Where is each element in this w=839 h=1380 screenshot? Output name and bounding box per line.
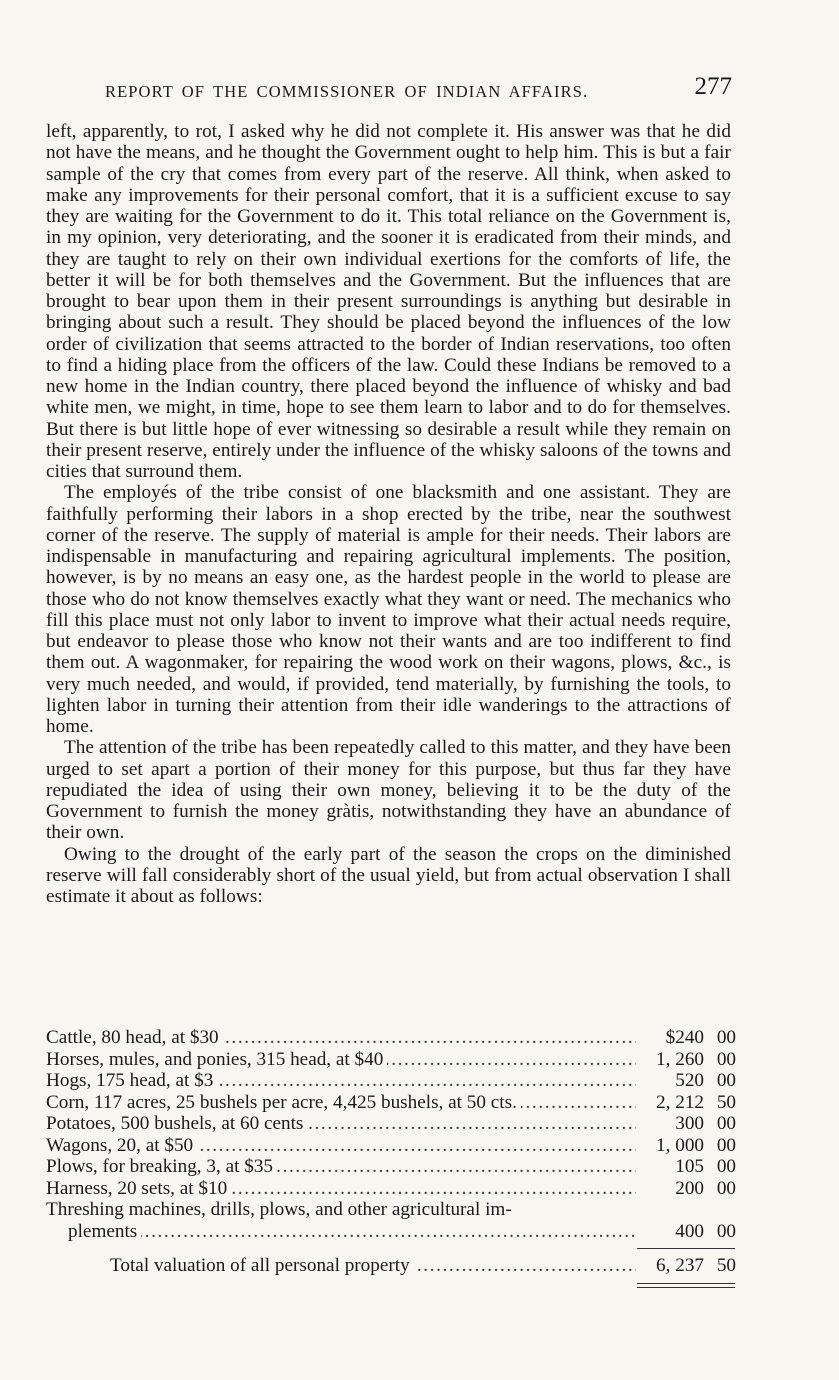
table-row bbox=[46, 1049, 736, 1071]
total-row bbox=[46, 1255, 736, 1277]
item-label: Corn, 117 acres, 25 bushels per acre, 4,425 bushels, at 50 cts. bbox=[46, 1092, 521, 1113]
item-label: Cattle, 80 head, at $30 bbox=[46, 1027, 223, 1048]
page-number: 277 bbox=[694, 73, 732, 100]
table-row bbox=[46, 1156, 736, 1178]
total-label: Total valuation of all personal property bbox=[110, 1255, 414, 1276]
item-dollars: 300 bbox=[675, 1113, 704, 1134]
item-dollars: 105 bbox=[675, 1156, 704, 1177]
item-cents: 00 bbox=[716, 1048, 736, 1070]
item-label: Threshing machines, drills, plows, and other agricultural im- bbox=[46, 1199, 516, 1220]
double-rule-bottom bbox=[637, 1287, 735, 1288]
page-header bbox=[105, 73, 735, 107]
item-cents: 00 bbox=[716, 1156, 736, 1177]
item-dollars: $240 bbox=[665, 1027, 704, 1048]
item-dollars: 520 bbox=[675, 1070, 704, 1091]
table-row bbox=[46, 1135, 736, 1157]
paragraph-4: Owing to the drought of the early part of the season the crops on the diminished reserve will fall considerably short of the usual yield, but from actual observation I shall estimate it about as follows: bbox=[46, 843, 731, 907]
item-cents: 00 bbox=[716, 1134, 736, 1156]
item-label: Plows, for breaking, 3, at $35 bbox=[46, 1156, 277, 1177]
item-label: Hogs, 175 head, at $3 bbox=[46, 1070, 217, 1091]
table-row bbox=[46, 1092, 736, 1114]
table-row bbox=[46, 1199, 736, 1221]
item-cents: 00 bbox=[716, 1113, 736, 1134]
table-row bbox=[46, 1027, 736, 1049]
table-row bbox=[46, 1070, 736, 1092]
item-label: Wagons, 20, at $50 bbox=[46, 1135, 197, 1156]
item-dollars: 1, 000 bbox=[656, 1134, 704, 1156]
table-row bbox=[46, 1178, 736, 1200]
item-label: Horses, mules, and ponies, 315 head, at $40 bbox=[46, 1049, 387, 1070]
item-cents: 00 bbox=[716, 1220, 736, 1242]
paragraph-1: left, apparently, to rot, I asked why he did not complete it. His answer was that he did not have the means, and he thought the Government ought to help him. This is but a fair sample of the cry that comes from every part of the reserve. All think, when asked to make any improvements for their personal comfort, that it is a sufficient excuse to say they are waiting for the Government to do it. This total reliance on the Government is, in my opinion, very deteriorating, and the sooner it is eradicated from their minds, and they are taught to rely on their own individual exertions for the comforts of life, the better it will be for both themselves and the Government. But the influences that are brought to bear upon them in their present surroundings is anything but desirable in bringing about such a result. They should be placed beyond the influences of the low order of civilization that seems attracted to the border of Indian reservations, too often to find a hiding place from the officers of the law. Could these Indians be removed to a new home in the Indian country, there placed beyond the influence of whisky and bad white men, we might, in time, hope to see them learn to labor and to do for themselves. But there is but little hope of ever witnessing so desirable a result while they remain on their present reserve, entirely under the influence of the whisky saloons of the towns and cities that surround them. bbox=[46, 121, 731, 482]
paragraph-2: The employés of the tribe consist of one blacksmith and one assistant. They are faithfully performing their labors in a shop erected by the tribe, near the southwest corner of the reserve. The supply of material is ample for their needs. Their labors are indispensable in manufacturing and repairing agricultural implements. The position, however, is by no means an easy one, as the hardest people in the world to please are those who do not know themselves exactly what they want or need. The mechanics who fill this place must not only labor to invent to improve what their actual needs require, but endeavor to please those who know not their wants and are too indifferent to find them out. A wagonmaker, for repairing the wood work on their wagons, plows, &c., is very much needed, and would, if provided, tend materially, by furnishing the tools, to lighten labor in turning their attention from their idle wanderings to the attractions of home. bbox=[46, 482, 731, 737]
running-title: REPORT OF THE COMMISSIONER OF INDIAN AFFAIRS. bbox=[105, 82, 589, 101]
item-cents: 00 bbox=[716, 1070, 736, 1091]
paragraph-3: The attention of the tribe has been repeatedly called to this matter, and they have been urged to set apart a portion of their money for this purpose, but thus far they have repudiated the idea of using their own money, believing it to be the duty of the Government to furnish the money gràtis, notwithstanding they have an abundance of their own. bbox=[46, 737, 731, 844]
item-label: Harness, 20 sets, at $10 bbox=[46, 1178, 231, 1199]
item-dollars: 1, 260 bbox=[656, 1048, 704, 1070]
item-label-continuation: plements bbox=[68, 1221, 141, 1242]
item-dollars: 400 bbox=[675, 1220, 704, 1242]
body-text bbox=[46, 121, 731, 907]
valuation-table bbox=[46, 1027, 736, 1242]
total-cents: 50 bbox=[716, 1255, 736, 1276]
item-cents: 00 bbox=[716, 1177, 736, 1199]
double-rule-top bbox=[637, 1283, 735, 1284]
item-dollars: 2, 212 bbox=[656, 1091, 704, 1113]
item-cents: 50 bbox=[716, 1091, 736, 1113]
item-cents: 00 bbox=[716, 1027, 736, 1048]
table-row-continuation bbox=[46, 1221, 736, 1243]
item-dollars: 200 bbox=[675, 1177, 704, 1199]
item-label: Potatoes, 500 bushels, at 60 cents bbox=[46, 1113, 307, 1134]
subtotal-rule bbox=[637, 1248, 735, 1249]
total-dollars: 6, 237 bbox=[656, 1255, 704, 1276]
table-row bbox=[46, 1113, 736, 1135]
